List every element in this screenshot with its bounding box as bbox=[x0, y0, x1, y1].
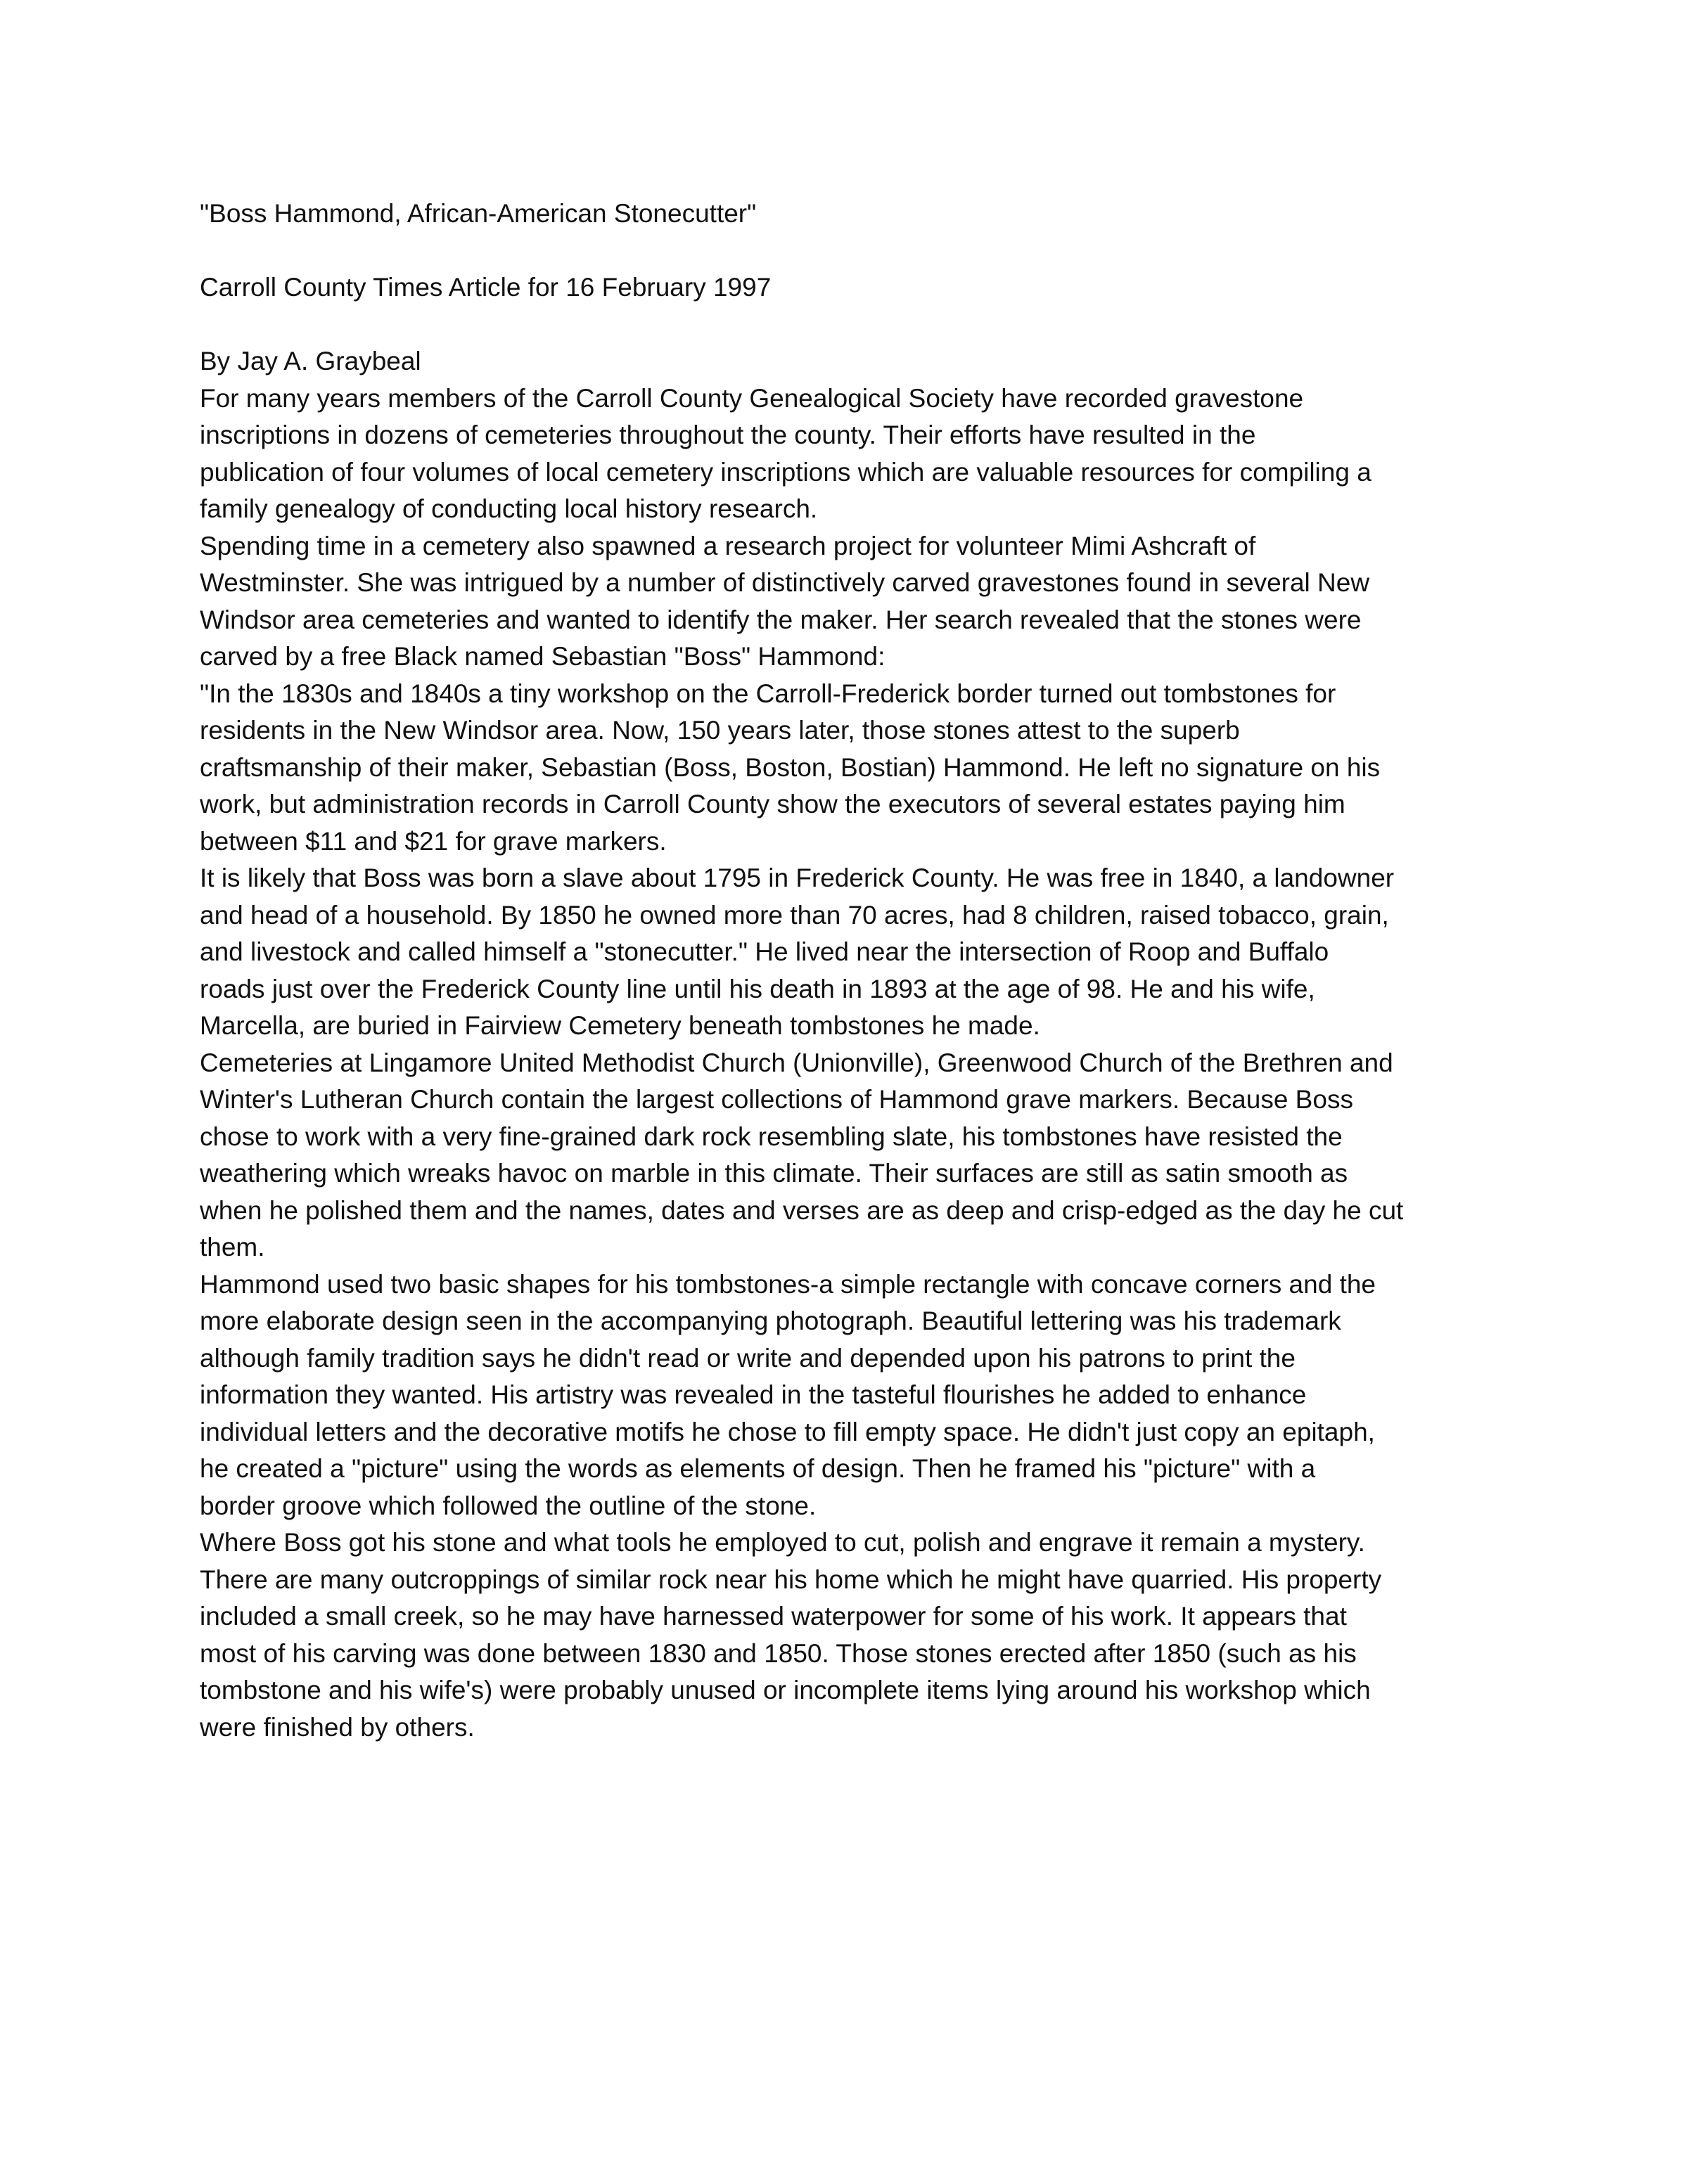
paragraph-quote-workshop: "In the 1830s and 1840s a tiny workshop on the Carroll-Frederick border turned out tombstones for residents in the New Windsor area. Now, 150 years later, those stones attest to the superb craftsmanship of their maker, Sebastian (Boss, Boston, Bostian) Hammond. He left no signature on his work, but administration records in Carroll County show the executors of several estates paying him between $11 and $21 for grave markers. bbox=[200, 679, 1381, 856]
paragraph-intro: For many years members of the Carroll County Genealogical Society have recorded gravestone inscriptions in dozens of cemeteries throughout the county. Their efforts have resulted in the publication of four volumes of local cemetery inscriptions which are valuable resources for compiling a family genealogy of conducting local history research. bbox=[200, 383, 1372, 523]
paragraph-research-project: Spending time in a cemetery also spawned a research project for volunteer Mimi Ashcraft of Westminster. She was intrigued by a number of distinctively carved gravestones found in several New Windsor area cemeteries and wanted to identify the maker. Her search revealed that the stones were carved by a free Black named Sebastian "Boss" Hammond: bbox=[200, 531, 1370, 671]
paragraph-biography: It is likely that Boss was born a slave about 1795 in Frederick County. He was free in 1840, a landowner and head of a household. By 1850 he owned more than 70 acres, had 8 children, raised tobacco, grain, and livestock and called himself a "stonecutter." He lived near the intersection of Roop and Buffalo roads just over the Frederick County line until his death in 1893 at the age of 98. He and his wife, Marcella, are buried in Fairview Cemetery beneath tombstones he made. bbox=[200, 863, 1395, 1040]
document-page bbox=[200, 195, 1522, 1746]
article-source: Carroll County Times Article for 16 February 1997 bbox=[200, 273, 772, 302]
paragraph-shapes-lettering: Hammond used two basic shapes for his tombstones-a simple rectangle with concave corners and the more elaborate design seen in the accompanying photograph. Beautiful lettering was his trademark although family tradition says he didn't read or write and depended upon his patrons to print the information they wanted. His artistry was revealed in the tasteful flourishes he added to enhance individual letters and the decorative motifs he chose to fill empty space. He didn't just copy an epitaph, he created a "picture" using the words as elements of design. Then he framed his "picture" with a border groove which followed the outline of the stone. bbox=[200, 1269, 1376, 1520]
article-title: "Boss Hammond, African-American Stonecutter" bbox=[200, 199, 757, 228]
article-byline: By Jay A. Graybeal bbox=[200, 347, 421, 375]
paragraph-mystery: Where Boss got his stone and what tools he employed to cut, polish and engrave it remain a mystery. There are many outcroppings of similar rock near his home which he might have quarried. His property included a small creek, so he may have harnessed waterpower for some of his work. It appears that most of his carving was done between 1830 and 1850. Those stones erected after 1850 (such as his tombstone and his wife's) were probably unused or incomplete items lying around his workshop which were finished by others. bbox=[200, 1528, 1382, 1742]
paragraph-cemeteries: Cemeteries at Lingamore United Methodist Church (Unionville), Greenwood Church of the Brethren and Winter's Lutheran Church contain the largest collections of Hammond grave markers. Because Boss chose to work with a very fine-grained dark rock resembling slate, his tombstones have resisted the weathering which wreaks havoc on marble in this climate. Their surfaces are still as satin smooth as when he polished them and the names, dates and verses are as deep and crisp-edged as the day he cut them. bbox=[200, 1048, 1404, 1261]
